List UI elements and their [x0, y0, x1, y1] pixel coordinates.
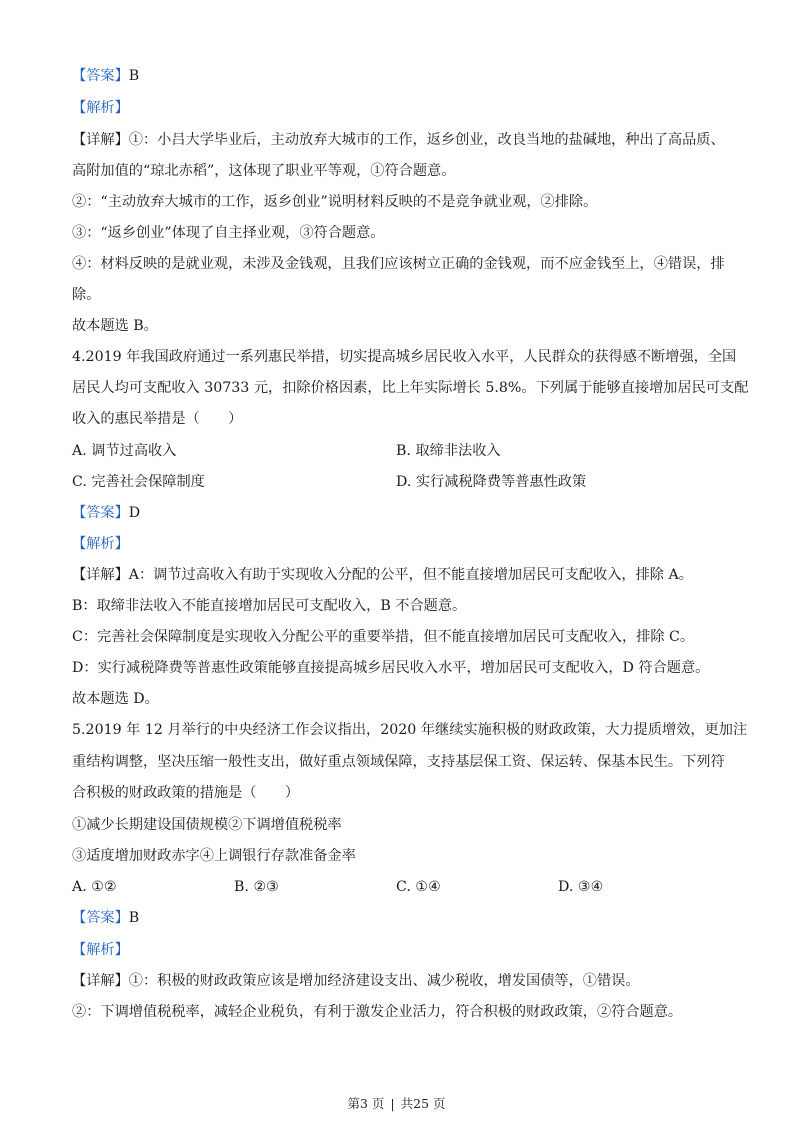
answer-value: D	[128, 505, 141, 521]
detail-text: ②：下调增值税税率，减轻企业税负，有利于激发企业活力，符合积极的财政政策，②符合题意。	[72, 1004, 683, 1020]
answer-line	[72, 503, 727, 523]
detail-line	[72, 565, 727, 585]
option-d: D. 实行减税降费等普惠性政策	[396, 474, 587, 490]
option-d: D. ③④	[558, 879, 604, 895]
detail-tag: 【详解】	[72, 132, 129, 148]
option-c: C. ①④	[396, 879, 441, 895]
detail-line	[72, 130, 727, 150]
answer-value: B	[128, 910, 140, 926]
question-text: 4.2019 年我国政府通过一系列惠民举措，切实提高城乡居民收入水平，人民群众的获得感不断增强，全国	[72, 349, 737, 365]
question-text: 5.2019 年 12 月举行的中央经济工作会议指出，2020 年继续实施积极的财政政策，大力提质增效，更加注	[72, 722, 748, 738]
detail-text: D：实行减税降费等普惠性政策能够直接提高城乡居民收入水平，增加居民可支配收入，D 符合题意。	[72, 660, 710, 676]
detail-text: ③：“返乡创业”体现了自主择业观，③符合题意。	[72, 225, 385, 241]
question-text: 居民人均可支配收入 30733 元，扣除价格因素，比上年实际增长 5.8%。下列属于能够直接增加居民可支配	[72, 380, 749, 396]
option-b: B. 取缔非法收入	[396, 443, 501, 459]
conclusion-text: 故本题选 B。	[72, 318, 158, 334]
answer-tag: 【答案】	[72, 910, 129, 926]
question-text: 重结构调整，坚决压缩一般性支出，做好重点领域保障，支持基层保工资、保运转、保基本民生。下列符	[72, 754, 725, 770]
page-number: 第3 页	[347, 1096, 385, 1111]
statement-list: ③适度增加财政赤字④上调银行存款准备金率	[72, 848, 356, 864]
statement-list: ①减少长期建设国债规模②下调增值税税率	[72, 817, 342, 833]
answer-tag: 【答案】	[72, 505, 129, 521]
option-c: C. 完善社会保障制度	[72, 474, 205, 490]
detail-text: C：完善社会保障制度是实现收入分配公平的重要举措，但不能直接增加居民可支配收入，排除 C。	[72, 629, 695, 645]
detail-tag: 【详解】	[72, 973, 129, 989]
analysis-tag: 【解析】	[72, 536, 129, 552]
question-text: 合积极的财政政策的措施是（ ）	[72, 785, 300, 801]
detail-text: ①：积极的财政政策应该是增加经济建设支出、减少税收，增发国债等，①错误。	[128, 973, 640, 989]
option-b: B. ②③	[234, 879, 279, 895]
question-text: 收入的惠民举措是（ ）	[72, 411, 243, 427]
conclusion-text: 故本题选 D。	[72, 691, 159, 707]
page-total: 共25 页	[400, 1096, 446, 1111]
answer-tag: 【答案】	[72, 68, 129, 84]
analysis-tag: 【解析】	[72, 100, 129, 116]
detail-text: ④：材料反映的是就业观，未涉及金钱观，且我们应该树立正确的金钱观，而不应金钱至上，④错误，排	[72, 256, 725, 272]
detail-tag: 【详解】	[72, 567, 129, 583]
option-a: A. ①②	[72, 879, 117, 895]
answer-line	[72, 66, 727, 86]
detail-text: B：取缔非法收入不能直接增加居民可支配收入，B 不合题意。	[72, 598, 467, 614]
detail-text: A：调节过高收入有助于实现收入分配的公平，但不能直接增加居民可支配收入，排除 A。	[128, 567, 693, 583]
detail-text: 高附加值的“琼北赤稻”，这体现了职业平等观，①符合题意。	[72, 163, 456, 179]
page-footer	[0, 1094, 793, 1112]
answer-line	[72, 908, 727, 928]
answer-value: B	[128, 68, 140, 84]
option-a: A. 调节过高收入	[72, 443, 177, 459]
footer-separator: |	[390, 1096, 395, 1111]
detail-text: 除。	[72, 287, 101, 303]
analysis-tag: 【解析】	[72, 942, 129, 958]
detail-line	[72, 971, 727, 991]
detail-text: ①：小吕大学毕业后，主动放弃大城市的工作，返乡创业，改良当地的盐碱地，种出了高品质、	[128, 132, 725, 148]
detail-text: ②：“主动放弃大城市的工作，返乡创业”说明材料反映的不是竞争就业观，②排除。	[72, 194, 598, 210]
